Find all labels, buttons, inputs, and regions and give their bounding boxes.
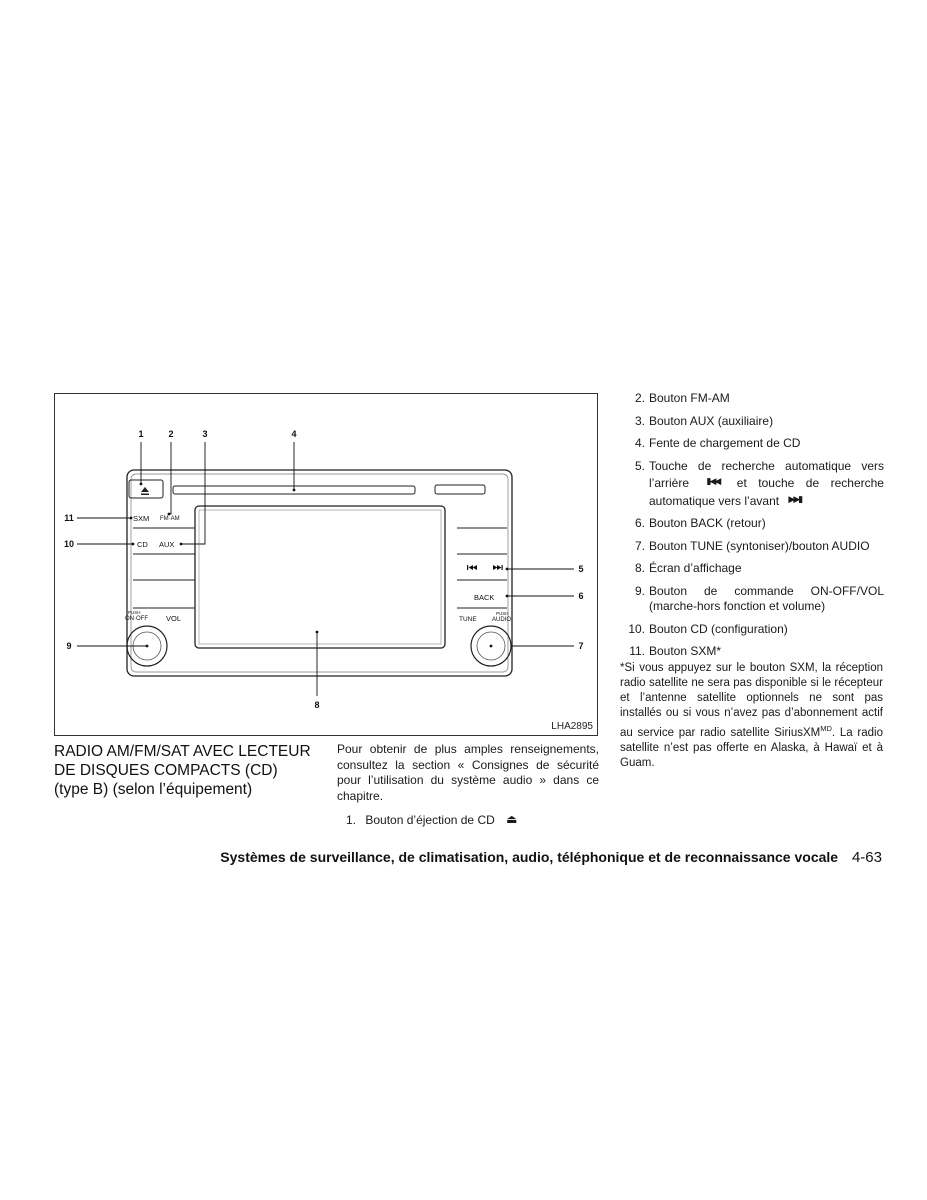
list-item-text: Bouton AUX (auxiliaire)	[649, 413, 774, 428]
list-item	[622, 414, 884, 430]
label-vol: VOL	[166, 614, 182, 623]
label-tune: TUNE	[459, 616, 477, 623]
label-push-right: PUSH	[496, 611, 509, 616]
page-footer	[0, 849, 882, 866]
heading-line-1: RADIO AM/FM/SAT AVEC LECTEUR	[54, 743, 311, 760]
label-cd: CD	[137, 540, 148, 549]
list-item-number: 9.	[634, 583, 645, 598]
display-screen	[195, 506, 445, 648]
seek-forward-icon: ▶▶▮	[788, 493, 802, 504]
intro-paragraph: Pour obtenir de plus amples renseignements, consultez la section « Consignes de sécurité pour l’utilisation du système audio » dans ce chapitre.	[337, 742, 599, 803]
list-item-text-part-b: et touche de recherche automatique vers l’avant	[649, 476, 884, 508]
eject-icon: ⏏	[506, 812, 518, 826]
list-item	[622, 516, 884, 532]
list-item-text: Bouton FM-AM	[649, 391, 730, 405]
list-item-1	[346, 812, 523, 827]
list-item-number: 7.	[634, 538, 645, 553]
callout-2: 2	[168, 429, 174, 439]
list-item-number: 2.	[634, 391, 645, 405]
callout-11: 11	[64, 513, 74, 523]
list-item-number: 11.	[629, 644, 645, 658]
list-item-text-part-a: Touche de recherche automatique vers l’arrière	[649, 458, 884, 490]
label-on-off: ON·OFF	[125, 616, 148, 622]
button-list	[622, 391, 884, 667]
label-fm-am: FM·AM	[160, 516, 180, 522]
list-item-1-text: Bouton d’éjection de CD	[365, 813, 495, 827]
list-item-text	[649, 459, 884, 510]
callout-1: 1	[138, 429, 144, 439]
section-heading	[54, 742, 324, 799]
list-item-text: Bouton de commande ON-OFF/VOL (marche-hors fonction et volume)	[649, 583, 884, 613]
list-item-text: Bouton CD (configuration)	[649, 621, 788, 636]
list-item-1-number: 1.	[346, 813, 357, 827]
note-superscript: MD	[820, 724, 832, 733]
label-audio: AUDIO	[492, 617, 512, 623]
list-item	[622, 644, 884, 660]
seek-back-icon: ▮◀◀	[706, 476, 720, 486]
note-text-after: . La radio satellite n’est pas offerte en Alaska, à Hawaï et à Guam.	[620, 726, 883, 769]
list-item-number: 6.	[634, 516, 645, 530]
list-item-text: Bouton SXM*	[649, 644, 722, 658]
radio-illustration	[55, 394, 599, 737]
radio-figure	[54, 393, 598, 736]
seek-back-icon	[467, 565, 477, 570]
list-item-number: 4.	[634, 436, 645, 450]
list-item-text: Bouton BACK (retour)	[649, 516, 766, 530]
label-back: BACK	[474, 593, 495, 602]
list-item	[622, 539, 884, 555]
list-item-text: Bouton TUNE (syntoniser)/bouton AUDIO	[649, 538, 870, 553]
callout-5: 5	[578, 564, 584, 574]
list-item-number: 8.	[634, 561, 645, 575]
list-item-number: 10.	[628, 621, 645, 636]
list-item	[622, 584, 884, 615]
note-text-before: *Si vous appuyez sur le bouton SXM, la réception radio satellite ne sera pas disponible si le récepteur et l’antenne satellite optionnels ne sont pas installés ou si vous n’avez pas d’abonnement actif au service par radio satellite SiriusXM	[620, 662, 883, 739]
list-item	[622, 459, 884, 510]
list-item-number: 5.	[634, 458, 645, 473]
footer-section-title: Systèmes de surveillance, de climatisation, audio, téléphonique et de reconnaissance vocale	[220, 849, 839, 865]
figure-code: LHA2895	[551, 721, 593, 732]
list-item	[622, 436, 884, 452]
eject-icon	[141, 487, 149, 492]
radio-unit-outline	[127, 470, 512, 676]
list-item	[622, 561, 884, 577]
callout-9: 9	[66, 641, 72, 651]
callout-7: 7	[578, 641, 584, 651]
label-push-left: PUSH	[128, 610, 141, 615]
callout-4: 4	[291, 429, 297, 439]
list-item	[622, 391, 884, 407]
callout-8: 8	[314, 700, 320, 710]
list-item-text: Écran d’affichage	[649, 561, 742, 575]
list-item-number: 3.	[634, 413, 645, 428]
label-sxm: SXM	[133, 514, 150, 523]
list-item-text: Fente de chargement de CD	[649, 436, 801, 450]
label-aux: AUX	[159, 540, 175, 549]
page-number: 4-63	[851, 849, 882, 866]
callout-6: 6	[578, 591, 584, 601]
heading-line-2: DE DISQUES COMPACTS (CD)	[54, 762, 278, 779]
sxm-footnote	[620, 661, 883, 771]
callout-3: 3	[202, 429, 208, 439]
list-item	[622, 622, 884, 638]
seek-forward-icon	[493, 565, 503, 570]
heading-line-3: (type B) (selon l’équipement)	[54, 781, 253, 798]
callout-10: 10	[63, 539, 75, 549]
